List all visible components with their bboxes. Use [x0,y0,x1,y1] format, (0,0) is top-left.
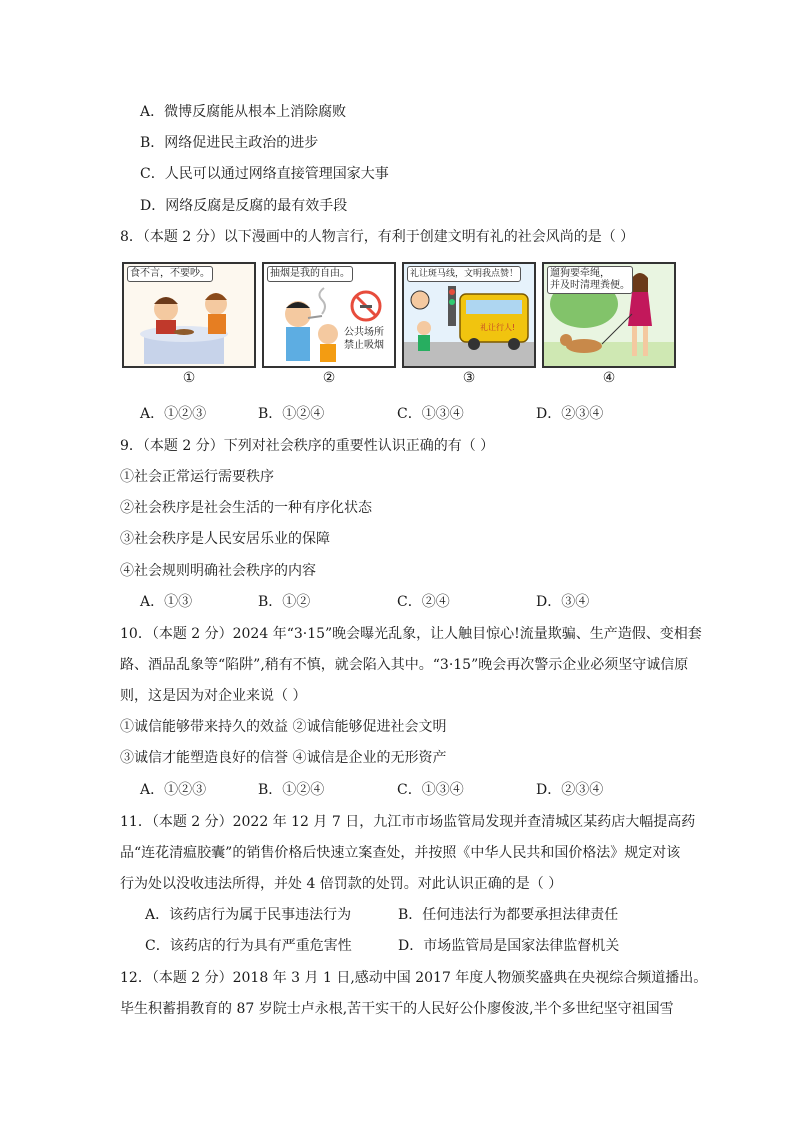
comic-caption-1: 食不言，不要吵。 [127,266,213,282]
q9-option-c: C．②④ [397,594,450,610]
q8-option-b: B．①②④ [258,406,325,422]
q11-option-b: B．任何违法行为都要承担法律责任 [398,907,619,923]
q10-option-b: B．①②④ [258,782,325,798]
q7-option-a: A．微博反腐能从根本上消除腐败 [140,104,347,120]
bus-sign-text: 礼让行人! [480,323,516,332]
q9-stem: 9．（本题 2 分）下列对社会秩序的重要性认识正确的有（ ） [120,438,495,454]
comic-number-3: ③ [462,370,476,386]
q9-option-d: D．③④ [536,594,590,610]
q8-option-d: D．②③④ [536,406,604,422]
q12-stem-line-1: 12．（本题 2 分）2018 年 3 月 1 日,感动中国 2017 年度人物颁奖盛典在央视综合频道播出。 [120,970,708,986]
q10-stem-line-1: 10．（本题 2 分）2024 年“3·15”晚会曝光乱象，让人触目惊心!流量欺骗、生产造假、变相套 [120,626,702,642]
q12-stem-line-2: 毕生积蓄捐教育的 87 岁院士卢永根,苦干实干的人民好公仆廖俊波,半个多世纪坚守祖国雪 [120,1001,674,1017]
q10-stem-line-3: 则，这是因为对企业来说（ ） [120,688,307,704]
q8-option-c: C．①③④ [397,406,464,422]
q9-item-2: ②社会秩序是社会生活的一种有序化状态 [120,500,372,516]
comic-caption-3: 礼让斑马线，文明我点赞！ [407,266,521,282]
comic-panel-3 [402,262,536,368]
q9-option-a: A．①③ [140,594,193,610]
q8-option-a: A．①②③ [140,406,207,422]
q10-option-c: C．①③④ [397,782,464,798]
comic-panel-2 [262,262,396,368]
q10-option-a: A．①②③ [140,782,207,798]
q10-items-line-2: ③诚信才能塑造良好的信誉 ④诚信是企业的无形资产 [120,750,447,766]
q11-option-d: D．市场监管局是国家法律监督机关 [398,938,620,954]
q9-item-4: ④社会规则明确社会秩序的内容 [120,563,316,579]
q10-items-line-1: ①诚信能够带来持久的效益 ②诚信能够促进社会文明 [120,719,447,735]
comic-number-4: ④ [602,370,616,386]
q7-option-b: B．网络促进民主政治的进步 [140,135,319,151]
comic-number-1: ① [182,370,196,386]
comic-panel-4 [542,262,676,368]
q8-stem: 8．（本题 2 分）以下漫画中的人物言行，有利于创建文明有礼的社会风尚的是（ ） [120,229,635,245]
q11-stem-line-2: 品“连花清瘟胶囊”的销售价格后快速立案查处，并按照《中华人民共和国价格法》规定对该 [120,845,681,861]
q9-item-1-line: ①社会正常运行需要秩序 [120,469,274,485]
q7-option-d: D．网络反腐是反腐的最有效手段 [140,198,348,214]
comic-panel-1 [122,262,256,368]
q7-option-c: C．人民可以通过网络直接管理国家大事 [140,166,389,182]
q10-stem-line-2: 路、酒品乱象等“陷阱”,稍有不慎，就会陷入其中。“3·15”晚会再次警示企业必须坚守诚信原 [120,657,689,673]
comic-caption-4: 遛狗要牵绳， 并及时清理粪便。 [547,266,633,294]
q9-option-b: B．①② [258,594,311,610]
q8-comic-strip [122,262,676,390]
q11-option-c: C．该药店的行为具有严重危害性 [145,938,352,954]
q11-stem-line-1: 11．（本题 2 分）2022 年 12 月 7 日，九江市市场监管局发现并查清城区某药店大幅提高药 [120,814,696,830]
no-smoking-sign-text: 公共场所 禁止吸烟 [344,327,384,351]
q10-option-d: D．②③④ [536,782,604,798]
q9-item-3: ③社会秩序是人民安居乐业的保障 [120,531,330,547]
comic-number-2: ② [322,370,336,386]
comic-caption-2: 抽烟是我的自由。 [267,266,353,282]
q11-stem-line-3: 行为处以没收违法所得，并处 4 倍罚款的处罚。对此认识正确的是（ ） [120,876,563,892]
q11-option-a: A．该药店行为属于民事违法行为 [145,907,352,923]
